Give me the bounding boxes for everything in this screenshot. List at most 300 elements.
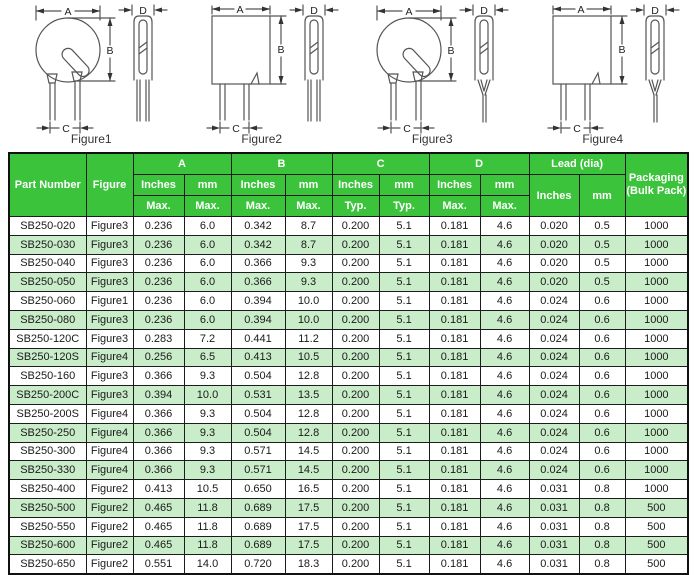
cell-value: 6.0 — [184, 292, 231, 311]
cell-figure: Figure3 — [86, 273, 133, 292]
cell-value: 9.3 — [184, 461, 231, 480]
cell-value: 0.5 — [579, 235, 625, 254]
col-qual-b-inches: Max. — [231, 196, 285, 217]
col-header-figure: Figure — [86, 153, 133, 217]
cell-value: 0.020 — [529, 235, 579, 254]
cell-value: 0.200 — [332, 423, 379, 442]
cell-value: 0.181 — [429, 292, 480, 311]
dim-label-a: A — [236, 4, 244, 16]
dim-label-b: B — [277, 44, 285, 56]
cell-part-number: SB250-330 — [9, 461, 86, 480]
cell-value: 0.394 — [231, 292, 285, 311]
cell-value: 9.3 — [184, 367, 231, 386]
dim-label-a: A — [405, 6, 413, 18]
figure-group-4 — [518, 2, 689, 146]
col-subheader-d-inches: Inches — [429, 175, 480, 196]
col-qual-d-inches: Max. — [429, 196, 480, 217]
cell-value: 5.1 — [379, 461, 429, 480]
cell-value: 0.531 — [231, 386, 285, 405]
cell-value: 5.1 — [379, 442, 429, 461]
col-qual-c-inches: Typ. — [332, 196, 379, 217]
cell-value: 0.571 — [231, 442, 285, 461]
dim-label-c: C — [231, 123, 240, 135]
cell-value: 0.181 — [429, 555, 480, 574]
cell-value: 1000 — [625, 442, 688, 461]
table-row — [9, 310, 688, 329]
cell-value: 14.5 — [285, 442, 332, 461]
cell-value: 4.6 — [480, 536, 529, 555]
cell-value: 11.8 — [184, 536, 231, 555]
figure-group-1 — [6, 2, 177, 146]
cell-value: 1000 — [625, 217, 688, 236]
cell-value: 0.200 — [332, 536, 379, 555]
spec-table — [8, 152, 689, 575]
cell-value: 1000 — [625, 461, 688, 480]
cell-value: 6.0 — [184, 217, 231, 236]
cell-figure: Figure3 — [86, 310, 133, 329]
cell-figure: Figure4 — [86, 461, 133, 480]
cell-value: 8.7 — [285, 235, 332, 254]
cell-value: 0.504 — [231, 367, 285, 386]
cell-value: 0.571 — [231, 461, 285, 480]
cell-value: 0.024 — [529, 292, 579, 311]
cell-value: 0.366 — [133, 404, 184, 423]
col-subheader-a-mm: mm — [184, 175, 231, 196]
cell-value: 0.366 — [231, 254, 285, 273]
dim-label-d: D — [309, 5, 318, 17]
cell-value: 13.5 — [285, 386, 332, 405]
cell-part-number: SB250-650 — [9, 555, 86, 574]
figure4-drawing — [523, 2, 683, 136]
cell-part-number: SB250-160 — [9, 367, 86, 386]
cell-value: 14.0 — [184, 555, 231, 574]
cell-value: 0.181 — [429, 367, 480, 386]
cell-value: 0.181 — [429, 404, 480, 423]
cell-value: 1000 — [625, 329, 688, 348]
col-qual-a-mm: Max. — [184, 196, 231, 217]
table-row — [9, 254, 688, 273]
figure4-caption: Figure4 — [582, 132, 624, 146]
cell-value: 0.181 — [429, 517, 480, 536]
cell-value: 0.200 — [332, 461, 379, 480]
cell-value: 0.366 — [231, 273, 285, 292]
dim-label-b: B — [106, 45, 114, 57]
cell-value: 0.181 — [429, 536, 480, 555]
cell-value: 5.1 — [379, 536, 429, 555]
cell-value: 0.283 — [133, 329, 184, 348]
dim-label-c: C — [572, 123, 581, 135]
cell-value: 0.6 — [579, 461, 625, 480]
cell-value: 10.0 — [285, 310, 332, 329]
cell-value: 0.181 — [429, 461, 480, 480]
dim-label-b: B — [447, 45, 455, 57]
cell-value: 0.465 — [133, 517, 184, 536]
cell-value: 4.6 — [480, 461, 529, 480]
cell-value: 0.020 — [529, 217, 579, 236]
cell-value: 5.1 — [379, 555, 429, 574]
cell-value: 500 — [625, 498, 688, 517]
cell-value: 1000 — [625, 386, 688, 405]
cell-value: 0.551 — [133, 555, 184, 574]
col-qual-d-mm: Max. — [480, 196, 529, 217]
cell-value: 10.5 — [184, 480, 231, 499]
cell-value: 4.6 — [480, 423, 529, 442]
table-row — [9, 480, 688, 499]
cell-figure: Figure3 — [86, 254, 133, 273]
cell-value: 0.689 — [231, 498, 285, 517]
cell-value: 0.200 — [332, 329, 379, 348]
cell-value: 0.200 — [332, 498, 379, 517]
cell-value: 0.6 — [579, 386, 625, 405]
cell-value: 0.504 — [231, 404, 285, 423]
cell-value: 6.0 — [184, 273, 231, 292]
cell-value: 0.200 — [332, 273, 379, 292]
cell-value: 6.0 — [184, 310, 231, 329]
table-row — [9, 217, 688, 236]
cell-value: 0.024 — [529, 310, 579, 329]
cell-value: 0.342 — [231, 235, 285, 254]
cell-value: 0.200 — [332, 217, 379, 236]
dim-label-a: A — [577, 4, 585, 16]
figure1-drawing — [11, 2, 171, 136]
cell-value: 0.200 — [332, 480, 379, 499]
cell-value: 0.6 — [579, 367, 625, 386]
cell-value: 0.236 — [133, 235, 184, 254]
cell-value: 0.720 — [231, 555, 285, 574]
cell-value: 0.5 — [579, 254, 625, 273]
cell-value: 500 — [625, 536, 688, 555]
cell-value: 10.5 — [285, 348, 332, 367]
cell-figure: Figure4 — [86, 442, 133, 461]
cell-value: 5.1 — [379, 292, 429, 311]
cell-value: 6.0 — [184, 235, 231, 254]
cell-part-number: SB250-500 — [9, 498, 86, 517]
figure3-drawing — [352, 2, 512, 136]
cell-value: 17.5 — [285, 517, 332, 536]
cell-value: 0.366 — [133, 442, 184, 461]
cell-value: 0.413 — [133, 480, 184, 499]
cell-value: 4.6 — [480, 517, 529, 536]
figure2-drawing — [182, 2, 342, 136]
table-row — [9, 235, 688, 254]
cell-value: 9.3 — [184, 404, 231, 423]
table-row — [9, 273, 688, 292]
cell-value: 5.1 — [379, 254, 429, 273]
cell-value: 5.1 — [379, 404, 429, 423]
cell-value: 0.024 — [529, 386, 579, 405]
cell-part-number: SB250-120C — [9, 329, 86, 348]
cell-value: 6.0 — [184, 254, 231, 273]
cell-value: 11.8 — [184, 498, 231, 517]
dimension-figures-row — [0, 0, 694, 152]
col-qual-c-mm: Typ. — [379, 196, 429, 217]
cell-value: 4.6 — [480, 273, 529, 292]
cell-value: 0.394 — [133, 386, 184, 405]
cell-value: 0.024 — [529, 461, 579, 480]
cell-value: 0.181 — [429, 386, 480, 405]
cell-value: 0.441 — [231, 329, 285, 348]
col-subheader-lead-mm: mm — [579, 175, 625, 217]
col-subheader-c-mm: mm — [379, 175, 429, 196]
cell-value: 0.200 — [332, 386, 379, 405]
figure3-caption: Figure3 — [411, 132, 453, 146]
cell-value: 0.024 — [529, 367, 579, 386]
cell-value: 10.0 — [184, 386, 231, 405]
cell-value: 0.6 — [579, 329, 625, 348]
cell-value: 0.031 — [529, 536, 579, 555]
cell-value: 11.8 — [184, 517, 231, 536]
cell-value: 4.6 — [480, 235, 529, 254]
cell-value: 0.6 — [579, 292, 625, 311]
dim-label-d: D — [139, 5, 148, 17]
figure-group-3 — [347, 2, 518, 146]
cell-part-number: SB250-600 — [9, 536, 86, 555]
cell-value: 18.3 — [285, 555, 332, 574]
cell-value: 4.6 — [480, 217, 529, 236]
cell-value: 1000 — [625, 423, 688, 442]
spec-table-body — [9, 217, 688, 575]
cell-value: 4.6 — [480, 367, 529, 386]
col-subheader-b-mm: mm — [285, 175, 332, 196]
table-row — [9, 461, 688, 480]
cell-figure: Figure2 — [86, 498, 133, 517]
packaging-label-line1: Packaging — [628, 172, 684, 184]
cell-value: 500 — [625, 555, 688, 574]
cell-value: 0.236 — [133, 273, 184, 292]
cell-value: 9.3 — [285, 273, 332, 292]
cell-value: 0.8 — [579, 555, 625, 574]
cell-value: 5.1 — [379, 310, 429, 329]
cell-value: 1000 — [625, 235, 688, 254]
cell-value: 0.5 — [579, 273, 625, 292]
cell-value: 0.200 — [332, 555, 379, 574]
cell-part-number: SB250-550 — [9, 517, 86, 536]
cell-value: 0.5 — [579, 217, 625, 236]
cell-value: 5.1 — [379, 367, 429, 386]
cell-value: 5.1 — [379, 329, 429, 348]
cell-value: 8.7 — [285, 217, 332, 236]
dim-label-d: D — [480, 5, 489, 17]
cell-figure: Figure2 — [86, 536, 133, 555]
cell-value: 0.465 — [133, 498, 184, 517]
figure2-caption: Figure2 — [241, 132, 283, 146]
cell-value: 4.6 — [480, 310, 529, 329]
table-row — [9, 442, 688, 461]
cell-value: 0.200 — [332, 517, 379, 536]
cell-value: 5.1 — [379, 517, 429, 536]
cell-value: 0.366 — [133, 367, 184, 386]
cell-value: 4.6 — [480, 555, 529, 574]
cell-value: 9.3 — [285, 254, 332, 273]
cell-figure: Figure4 — [86, 423, 133, 442]
cell-value: 0.181 — [429, 423, 480, 442]
cell-value: 0.200 — [332, 367, 379, 386]
cell-value: 4.6 — [480, 404, 529, 423]
figure-group-2 — [177, 2, 348, 146]
table-row — [9, 404, 688, 423]
cell-part-number: SB250-200S — [9, 404, 86, 423]
col-group-b: B — [231, 153, 332, 175]
cell-value: 0.200 — [332, 442, 379, 461]
cell-value: 0.031 — [529, 555, 579, 574]
cell-part-number: SB250-030 — [9, 235, 86, 254]
cell-value: 12.8 — [285, 423, 332, 442]
cell-figure: Figure3 — [86, 386, 133, 405]
cell-part-number: SB250-120S — [9, 348, 86, 367]
cell-value: 5.1 — [379, 235, 429, 254]
spec-table-head — [9, 153, 688, 217]
cell-value: 5.1 — [379, 498, 429, 517]
cell-value: 10.0 — [285, 292, 332, 311]
cell-value: 4.6 — [480, 386, 529, 405]
cell-value: 0.181 — [429, 329, 480, 348]
figure1-caption: Figure1 — [70, 132, 112, 146]
table-row — [9, 498, 688, 517]
cell-value: 5.1 — [379, 273, 429, 292]
cell-part-number: SB250-300 — [9, 442, 86, 461]
cell-value: 1000 — [625, 480, 688, 499]
cell-part-number: SB250-250 — [9, 423, 86, 442]
cell-value: 4.6 — [480, 292, 529, 311]
cell-value: 12.8 — [285, 404, 332, 423]
dim-label-b: B — [618, 44, 626, 56]
cell-value: 0.366 — [133, 423, 184, 442]
cell-value: 0.181 — [429, 442, 480, 461]
cell-value: 17.5 — [285, 536, 332, 555]
cell-value: 0.689 — [231, 517, 285, 536]
table-row — [9, 367, 688, 386]
cell-value: 6.5 — [184, 348, 231, 367]
col-qual-b-mm: Max. — [285, 196, 332, 217]
cell-value: 0.024 — [529, 329, 579, 348]
cell-part-number: SB250-040 — [9, 254, 86, 273]
cell-figure: Figure3 — [86, 235, 133, 254]
cell-value: 0.8 — [579, 517, 625, 536]
cell-value: 0.024 — [529, 442, 579, 461]
cell-value: 1000 — [625, 310, 688, 329]
cell-value: 0.236 — [133, 310, 184, 329]
cell-value: 500 — [625, 517, 688, 536]
cell-value: 4.6 — [480, 348, 529, 367]
cell-value: 5.1 — [379, 348, 429, 367]
cell-part-number: SB250-060 — [9, 292, 86, 311]
cell-figure: Figure2 — [86, 555, 133, 574]
cell-value: 0.181 — [429, 235, 480, 254]
col-header-packaging — [625, 153, 688, 217]
cell-value: 1000 — [625, 404, 688, 423]
cell-value: 0.181 — [429, 480, 480, 499]
col-group-d: D — [429, 153, 529, 175]
cell-value: 0.413 — [231, 348, 285, 367]
col-group-a: A — [133, 153, 231, 175]
cell-value: 1000 — [625, 273, 688, 292]
cell-value: 0.024 — [529, 423, 579, 442]
cell-figure: Figure3 — [86, 329, 133, 348]
cell-value: 0.020 — [529, 254, 579, 273]
cell-value: 17.5 — [285, 498, 332, 517]
table-row — [9, 536, 688, 555]
cell-value: 0.6 — [579, 348, 625, 367]
cell-value: 11.2 — [285, 329, 332, 348]
cell-value: 0.6 — [579, 423, 625, 442]
cell-figure: Figure4 — [86, 404, 133, 423]
cell-value: 0.236 — [133, 217, 184, 236]
cell-part-number: SB250-200C — [9, 386, 86, 405]
cell-value: 0.200 — [332, 348, 379, 367]
table-row — [9, 517, 688, 536]
cell-value: 0.8 — [579, 480, 625, 499]
cell-value: 0.031 — [529, 480, 579, 499]
cell-value: 9.3 — [184, 442, 231, 461]
cell-value: 0.200 — [332, 254, 379, 273]
dim-label-d: D — [650, 5, 659, 17]
cell-value: 4.6 — [480, 480, 529, 499]
cell-part-number: SB250-020 — [9, 217, 86, 236]
cell-value: 0.6 — [579, 310, 625, 329]
cell-part-number: SB250-080 — [9, 310, 86, 329]
cell-value: 4.6 — [480, 442, 529, 461]
cell-value: 0.8 — [579, 536, 625, 555]
cell-value: 0.342 — [231, 217, 285, 236]
cell-value: 0.200 — [332, 310, 379, 329]
dim-label-c: C — [403, 123, 412, 135]
packaging-label-line2: (Bulk Pack) — [626, 185, 687, 197]
cell-value: 4.6 — [480, 254, 529, 273]
cell-value: 0.020 — [529, 273, 579, 292]
cell-value: 0.650 — [231, 480, 285, 499]
cell-value: 0.024 — [529, 404, 579, 423]
cell-value: 0.031 — [529, 517, 579, 536]
table-row — [9, 555, 688, 574]
cell-value: 0.200 — [332, 404, 379, 423]
cell-value: 5.1 — [379, 217, 429, 236]
table-row — [9, 348, 688, 367]
table-row — [9, 292, 688, 311]
col-qual-a-inches: Max. — [133, 196, 184, 217]
cell-value: 0.504 — [231, 423, 285, 442]
table-row — [9, 329, 688, 348]
cell-part-number: SB250-050 — [9, 273, 86, 292]
col-subheader-a-inches: Inches — [133, 175, 184, 196]
dim-label-a: A — [64, 6, 72, 18]
cell-value: 0.394 — [231, 310, 285, 329]
cell-value: 0.200 — [332, 292, 379, 311]
cell-figure: Figure2 — [86, 480, 133, 499]
cell-value: 12.8 — [285, 367, 332, 386]
cell-value: 9.3 — [184, 423, 231, 442]
cell-value: 0.256 — [133, 348, 184, 367]
cell-value: 4.6 — [480, 329, 529, 348]
cell-value: 0.181 — [429, 254, 480, 273]
cell-value: 1000 — [625, 367, 688, 386]
cell-value: 0.024 — [529, 348, 579, 367]
cell-figure: Figure2 — [86, 517, 133, 536]
cell-value: 0.181 — [429, 348, 480, 367]
cell-value: 0.6 — [579, 404, 625, 423]
cell-part-number: SB250-400 — [9, 480, 86, 499]
cell-value: 1000 — [625, 292, 688, 311]
col-subheader-lead-inches: Inches — [529, 175, 579, 217]
cell-value: 0.181 — [429, 498, 480, 517]
col-group-lead-dia: Lead (dia) — [529, 153, 625, 175]
dim-label-c: C — [62, 123, 71, 135]
col-subheader-d-mm: mm — [480, 175, 529, 196]
col-subheader-b-inches: Inches — [231, 175, 285, 196]
cell-figure: Figure3 — [86, 367, 133, 386]
table-row — [9, 386, 688, 405]
cell-figure: Figure3 — [86, 217, 133, 236]
cell-value: 0.181 — [429, 310, 480, 329]
